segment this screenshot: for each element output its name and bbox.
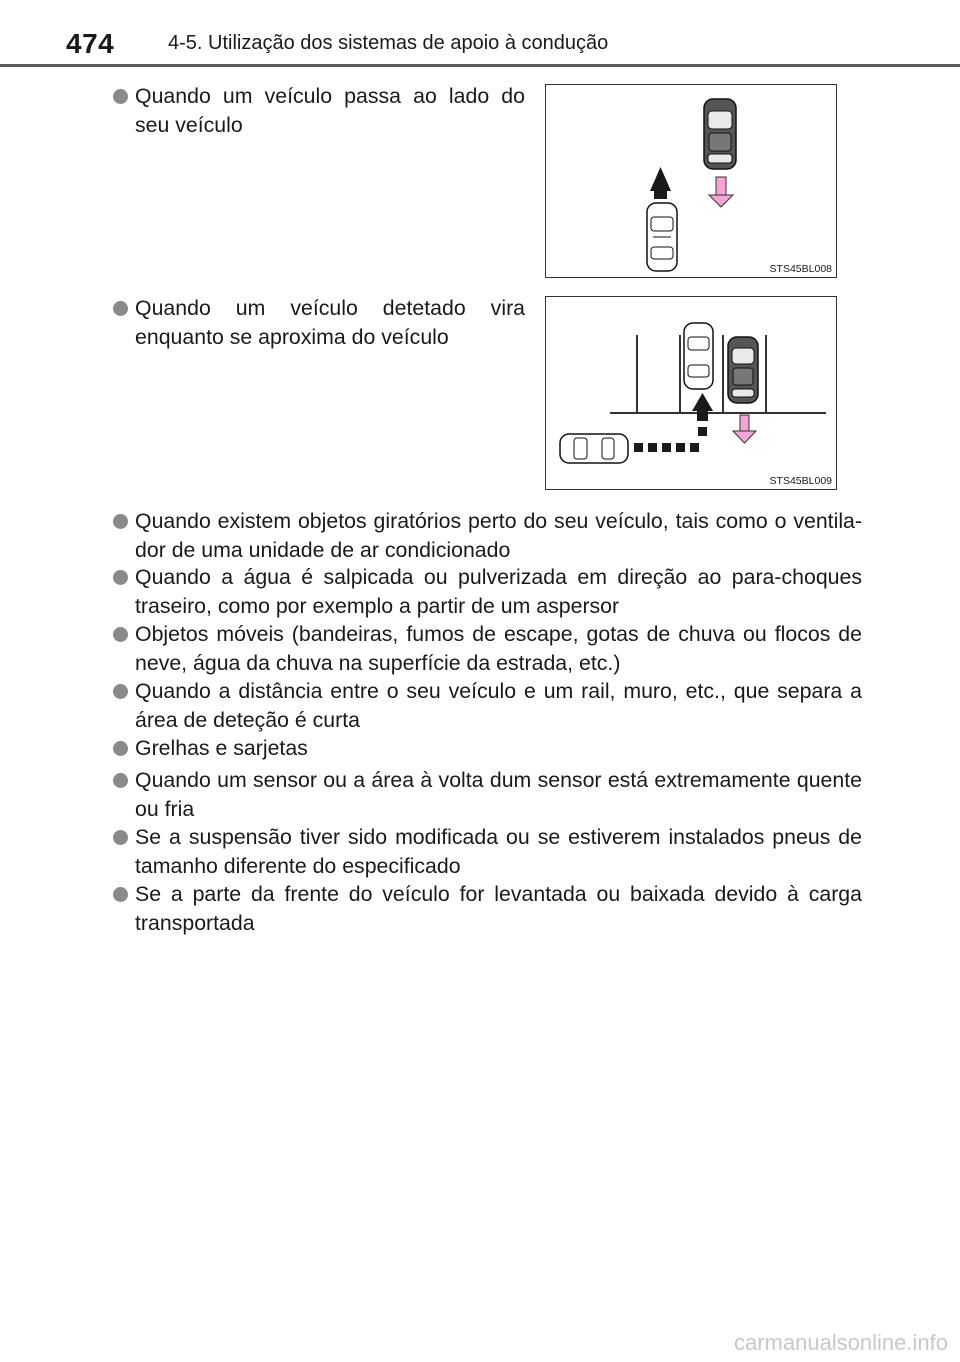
bullet-icon [113,741,128,756]
page-header [0,0,960,70]
list-item-text: Quando existem objetos giratórios perto do seu veículo, tais como o ventila-dor de uma unidade de ar condicionado [135,509,862,562]
bullet-icon [113,773,128,788]
bullet-icon [113,830,128,845]
section-title: 4-5. Utilização dos sistemas de apoio à condução [168,32,609,54]
list-item-text: Quando um veículo detetado vira enquanto se aproxima do veículo [135,296,525,349]
list-item-text: Quando um veículo passa ao lado do seu veículo [135,84,525,137]
list-item-text: Objetos móveis (bandeiras, fumos de escape, gotas de chuva ou flocos de neve, água da chuva na superfície da estrada, etc.) [135,622,862,675]
list-item-text: Grelhas e sarjetas [135,736,308,760]
watermark: carmanualsonline.info [733,1330,948,1355]
car-white-parked-icon [684,323,713,389]
arrow-down-pink-icon [733,415,756,443]
list-item-text: Quando a água é salpicada ou pulverizada em direção ao para-choques traseiro, como por exemplo a partir de um aspersor [135,565,862,618]
figure-code: STS45BL008 [769,263,832,275]
list-item [135,620,862,678]
bullet-icon [113,89,128,104]
header-divider [0,64,960,67]
list-item [135,507,862,565]
arrow-up-icon [650,167,671,199]
car-dark-icon [704,99,736,169]
list-item-text: Se a suspensão tiver sido modificada ou se estiverem instalados pneus de tamanho diferente do especificado [135,825,862,878]
list-item [135,880,862,938]
bullet-icon [113,684,128,699]
figure-vehicle-passing [545,84,837,278]
figure-vehicle-turning [545,296,837,490]
bullet-icon [113,301,128,316]
list-item [135,294,525,352]
parking-lines-icon [610,335,826,413]
list-item-text: Se a parte da frente do veículo for levantada ou baixada devido à carga transportada [135,882,862,935]
page-number: 474 [66,28,115,59]
arrow-up-icon [692,393,713,421]
vehicle-passing-illustration [546,85,838,279]
list-item [135,677,862,735]
arrow-down-pink-icon [709,177,733,207]
dotted-path-icon [634,427,707,452]
car-white-approaching-icon [560,434,628,463]
bullet-icon [113,887,128,902]
list-item-text: Quando um sensor ou a área à volta dum sensor está extremamente quente ou fria [135,768,862,821]
list-item [135,823,862,881]
car-dark-parked-icon [728,337,758,403]
bullet-icon [113,514,128,529]
list-item [135,734,862,763]
bullet-icon [113,627,128,642]
list-item [135,563,862,621]
car-white-icon [647,203,677,271]
list-item [135,82,525,140]
list-item-text: Quando a distância entre o seu veículo e um rail, muro, etc., que separa a área de deteção é curta [135,679,862,732]
figure-code: STS45BL009 [769,475,832,487]
bullet-icon [113,570,128,585]
vehicle-turning-illustration [546,297,838,491]
list-item [135,766,862,824]
